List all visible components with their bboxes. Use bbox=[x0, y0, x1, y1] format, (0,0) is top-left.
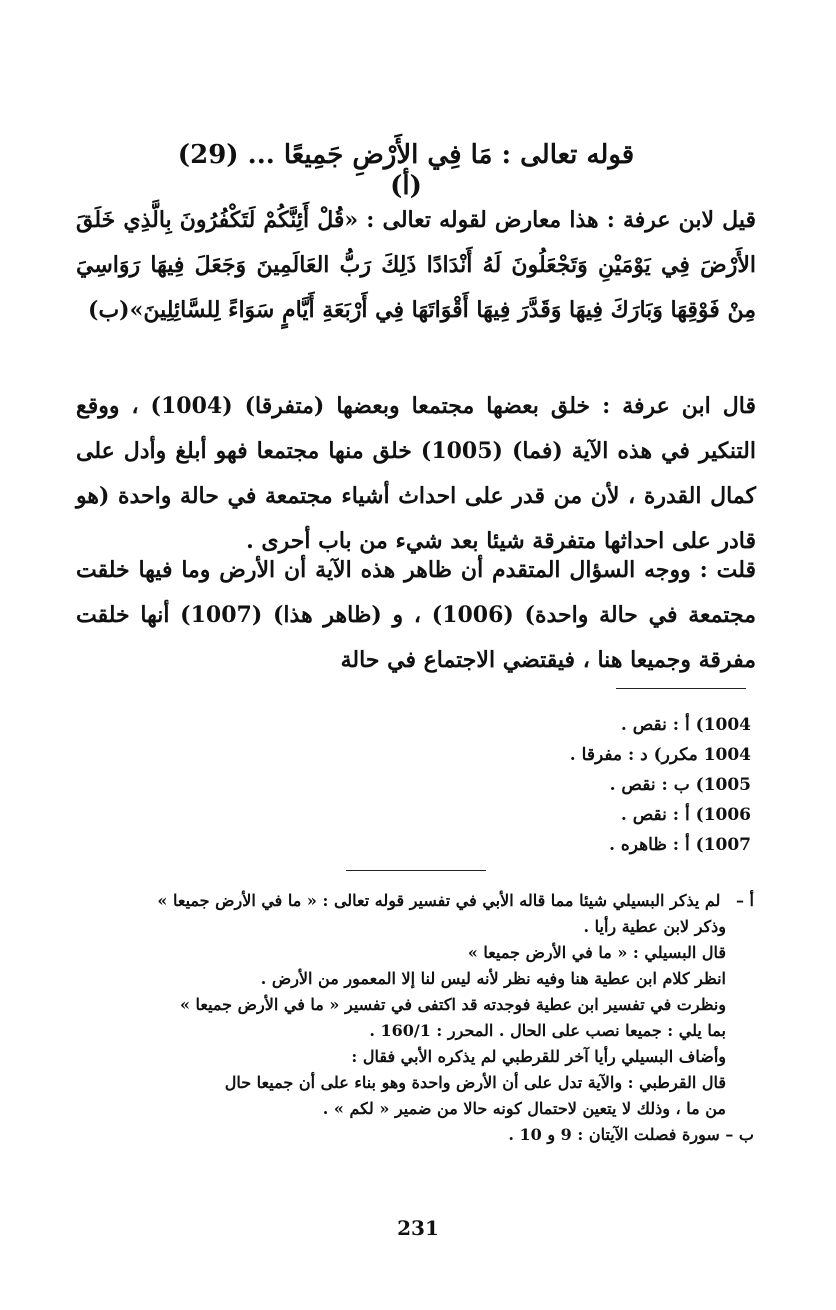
note-line: وذكر لابن عطية رأيا . bbox=[583, 917, 726, 936]
paragraph-ibn-arafa: قال ابن عرفة : خلق بعضها مجتمعا وبعضها (متفرقا) (1004) ، ووقع التنكير في هذه الآية (فما) (1005) خلق منها مجتمعا فهو أبلغ وأدل على كمال القدرة ، لأن من قدر على احداث أشياء مجتمعة في حالة واحدة (هو قادر على احداثها متفرقة شيئا بعد شيء من باب أحرى . bbox=[76, 393, 756, 554]
paragraph-qultu: قلت : ووجه السؤال المتقدم أن ظاهر هذه الآية أن الأرض وما فيها خلقت مجتمعة في حالة واحدة) (1006) ، و (ظاهر هذا) (1007) أنها خلقت مفرقة وجميعا هنا ، فيقتضي الاجتماع في حالة bbox=[76, 557, 757, 673]
variant-item: 1006) أ : نقص . bbox=[620, 805, 751, 825]
note-line: انظر كلام ابن عطية هنا وفيه نظر لأنه ليس لنا إلا المعمور من الأرض . bbox=[260, 969, 726, 988]
note-a-line bbox=[74, 888, 754, 914]
note-line: قال البسيلي : « ما في الأرض جميعا » bbox=[467, 943, 726, 962]
note-a-marker: أ – bbox=[735, 891, 754, 910]
note-line: ونظرت في تفسير ابن عطية فوجدته قد اكتفى في تفسير « ما في الأرض جميعا » bbox=[179, 995, 726, 1014]
variant-item: 1007) أ : ظاهره . bbox=[609, 835, 751, 855]
page-number: 231 bbox=[397, 1216, 439, 1240]
note-line: قال القرطبي : والآية تدل على أن الأرض واحدة وهو بناء على أن جميعا حال bbox=[224, 1073, 726, 1092]
section-heading: قوله تعالى : مَا فِي الأَرْضِ جَمِيعًا ... (29) (أ) bbox=[177, 140, 635, 202]
note-line: من ما ، وذلك لا يتعين لاحتمال كونه حالا من ضمير « لكم » . bbox=[322, 1099, 726, 1118]
variant-item: 1004 مكرر) د : مفرقا . bbox=[569, 745, 751, 765]
manuscript-variants-list bbox=[451, 710, 751, 860]
variant-item: 1005) ب : نقص . bbox=[609, 775, 751, 795]
note-b-marker: ب – bbox=[725, 1125, 754, 1144]
notes-divider bbox=[346, 870, 486, 871]
note-line: وأضاف البسيلي رأيا آخر للقرطبي لم يذكره الأبي فقال : bbox=[351, 1047, 726, 1066]
footnote-divider bbox=[616, 688, 746, 689]
editor-notes bbox=[74, 888, 754, 1148]
note-line: بما يلي : جميعا نصب على الحال . المحرر : 160/1 . bbox=[369, 1021, 726, 1040]
note-a-text: لم يذكر البسيلي شيئا مما قاله الأبي في تفسير قوله تعالى : « ما في الأرض جميعا » bbox=[157, 891, 721, 910]
note-b-line bbox=[74, 1122, 754, 1148]
note-b-text: سورة فصلت الآيتان : 9 و 10 . bbox=[508, 1125, 720, 1144]
paragraph-question: قيل لابن عرفة : هذا معارض لقوله تعالى : «قُلْ أَئِنَّكُمْ لَتَكْفُرُونَ بِالَّذِي خَلَقَ الأَرْضَ فِي يَوْمَيْنِ وَتَجْعَلُونَ لَهُ أَنْدَادًا ذَلِكَ رَبُّ العَالَمِينَ وَجَعَلَ فِيهَا رَوَاسِيَ مِنْ فَوْقِهَا وَبَارَكَ فِيهَا وَقَدَّرَ فِيهَا أَقْوَاتَهَا فِي أَرْبَعَةِ أَيَّامٍ سَوَاءً لِلسَّائِلِينَ»(ب) bbox=[76, 207, 756, 323]
variant-item: 1004) أ : نقص . bbox=[620, 715, 751, 735]
